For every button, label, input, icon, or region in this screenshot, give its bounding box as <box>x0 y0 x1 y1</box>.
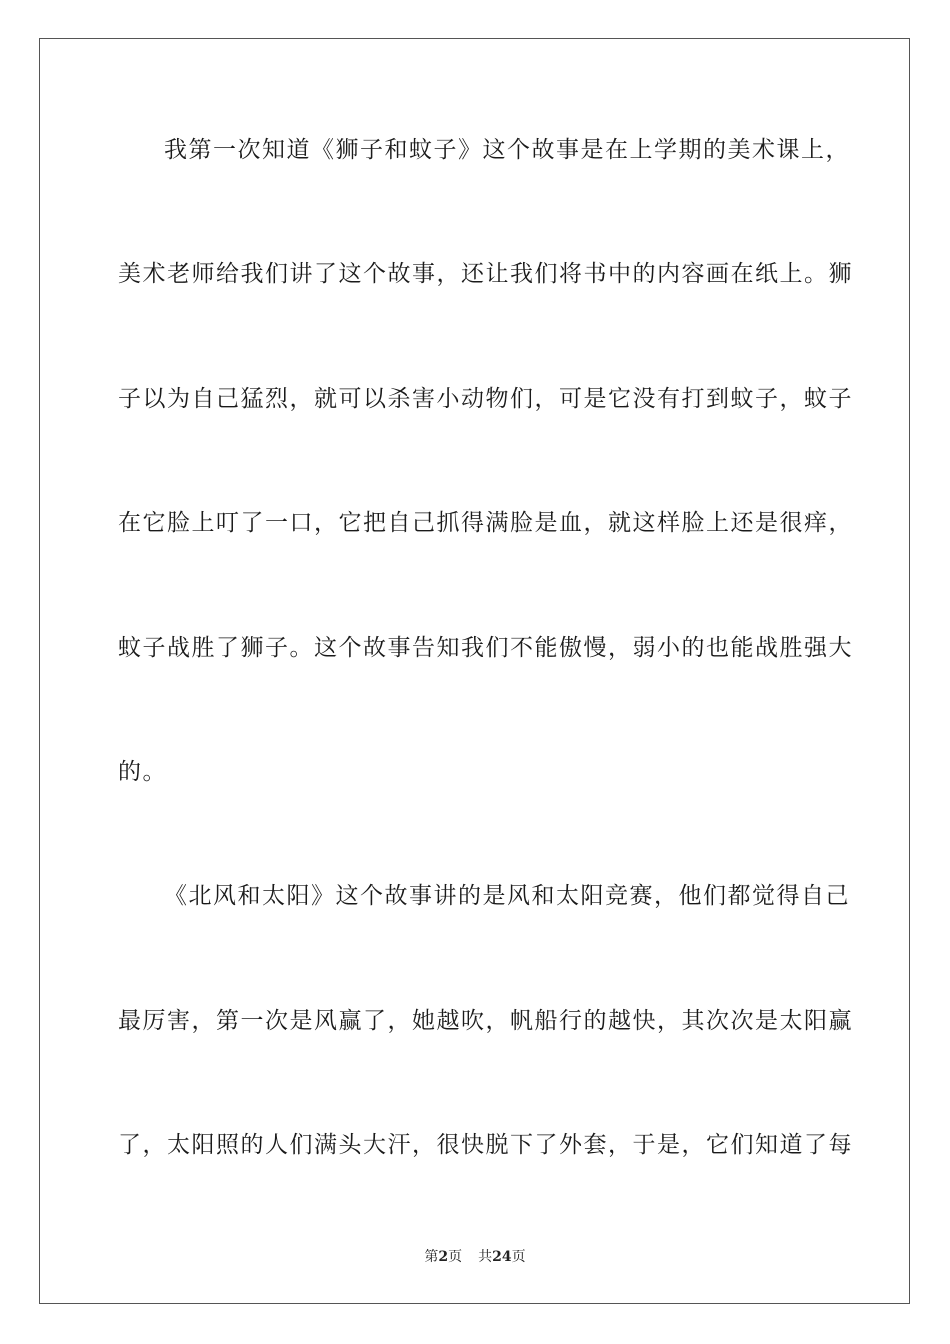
page-suffix: 页 <box>448 1249 463 1265</box>
total-pages: 24 <box>492 1249 512 1265</box>
text-line: 在它脸上叮了一口，它把自己抓得满脸是血，就这样脸上还是很痒， <box>118 510 853 536</box>
text-line: 蚊子战胜了狮子。这个故事告知我们不能傲慢，弱小的也能战胜强大 <box>118 635 853 661</box>
text-line: 子以为自己猛烈，就可以杀害小动物们，可是它没有打到蚊子，蚊子 <box>118 386 853 412</box>
total-suffix: 页 <box>511 1249 526 1265</box>
page-number: 2 <box>438 1249 449 1265</box>
text-line: 《北风和太阳》这个故事讲的是风和太阳竞赛，他们都觉得自己 <box>164 883 850 909</box>
page-prefix: 第 <box>424 1249 439 1265</box>
text-line: 我第一次知道《狮子和蚊子》这个故事是在上学期的美术课上， <box>164 137 850 163</box>
page-border <box>39 38 910 1304</box>
text-line: 的。 <box>118 759 167 785</box>
text-line: 美术老师给我们讲了这个故事，还让我们将书中的内容画在纸上。狮 <box>118 261 853 287</box>
text-line: 了，太阳照的人们满头大汗，很快脱下了外套，于是，它们知道了每 <box>118 1132 853 1158</box>
page-footer <box>0 1248 950 1266</box>
text-line: 最厉害，第一次是风赢了，她越吹，帆船行的越快，其次次是太阳赢 <box>118 1008 853 1034</box>
total-prefix: 共 <box>478 1249 493 1265</box>
